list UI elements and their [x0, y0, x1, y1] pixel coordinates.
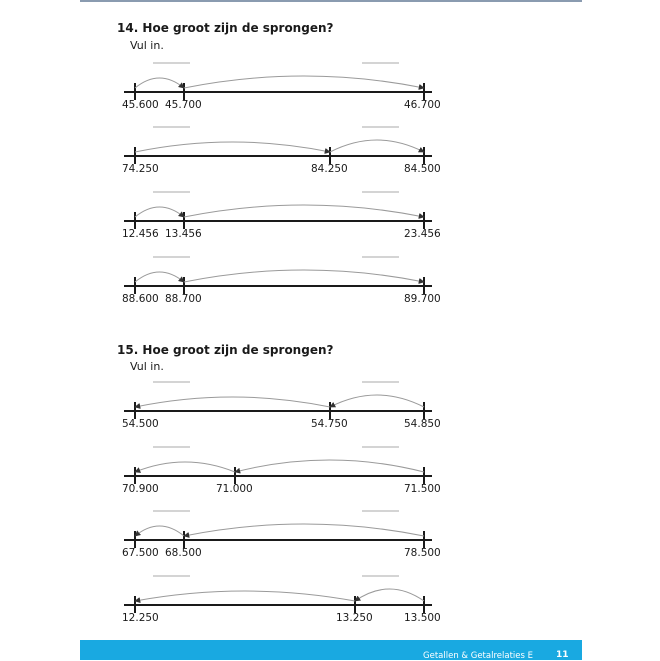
jump-arc-first — [135, 462, 235, 472]
jump-arc-second — [184, 524, 424, 536]
jump-arc-second — [235, 460, 424, 472]
tick-label-end: 54.850 — [404, 418, 441, 430]
tick-label-start: 70.900 — [122, 483, 159, 495]
tick-label-middle: 68.500 — [165, 547, 202, 559]
tick-label-end: 71.500 — [404, 483, 441, 495]
tick-label-middle: 45.700 — [165, 99, 202, 111]
jump-arc-first — [135, 397, 330, 407]
jump-arc-second — [355, 589, 424, 601]
jump-arc-second — [184, 205, 424, 217]
tick-label-end: 89.700 — [404, 293, 441, 305]
question-14-instruction: Vul in. — [130, 39, 164, 52]
tick-label-end: 78.500 — [404, 547, 441, 559]
jump-arc-second — [184, 76, 424, 88]
tick-label-middle: 88.700 — [165, 293, 202, 305]
tick-label-start: 88.600 — [122, 293, 159, 305]
tick-label-end: 13.500 — [404, 612, 441, 624]
tick-label-end: 23.456 — [404, 228, 441, 240]
question-15-title: 15. Hoe groot zijn de sprongen? — [117, 343, 334, 357]
jump-arc-first — [135, 526, 184, 536]
tick-label-middle: 13.456 — [165, 228, 202, 240]
jump-arc-second — [330, 395, 424, 407]
jump-arc-second — [184, 270, 424, 282]
jump-arc-first — [135, 78, 184, 88]
tick-label-start: 12.456 — [122, 228, 159, 240]
tick-label-start: 74.250 — [122, 163, 159, 175]
jump-arc-second — [330, 140, 424, 152]
tick-label-start: 54.500 — [122, 418, 159, 430]
question-15-instruction: Vul in. — [130, 360, 164, 373]
jump-arc-first — [135, 272, 184, 282]
jump-arc-first — [135, 591, 355, 601]
tick-label-middle: 13.250 — [336, 612, 373, 624]
tick-label-middle: 71.000 — [216, 483, 253, 495]
jump-arc-first — [135, 142, 330, 152]
tick-label-start: 45.600 — [122, 99, 159, 111]
tick-label-middle: 84.250 — [311, 163, 348, 175]
tick-label-middle: 54.750 — [311, 418, 348, 430]
footer-page-number: 11 — [556, 650, 569, 660]
tick-label-end: 84.500 — [404, 163, 441, 175]
tick-label-end: 46.700 — [404, 99, 441, 111]
footer-book-title: Getallen & Getalrelaties E — [423, 651, 533, 661]
question-14-title: 14. Hoe groot zijn de sprongen? — [117, 21, 334, 35]
tick-label-start: 67.500 — [122, 547, 159, 559]
jump-arc-first — [135, 207, 184, 217]
tick-label-start: 12.250 — [122, 612, 159, 624]
